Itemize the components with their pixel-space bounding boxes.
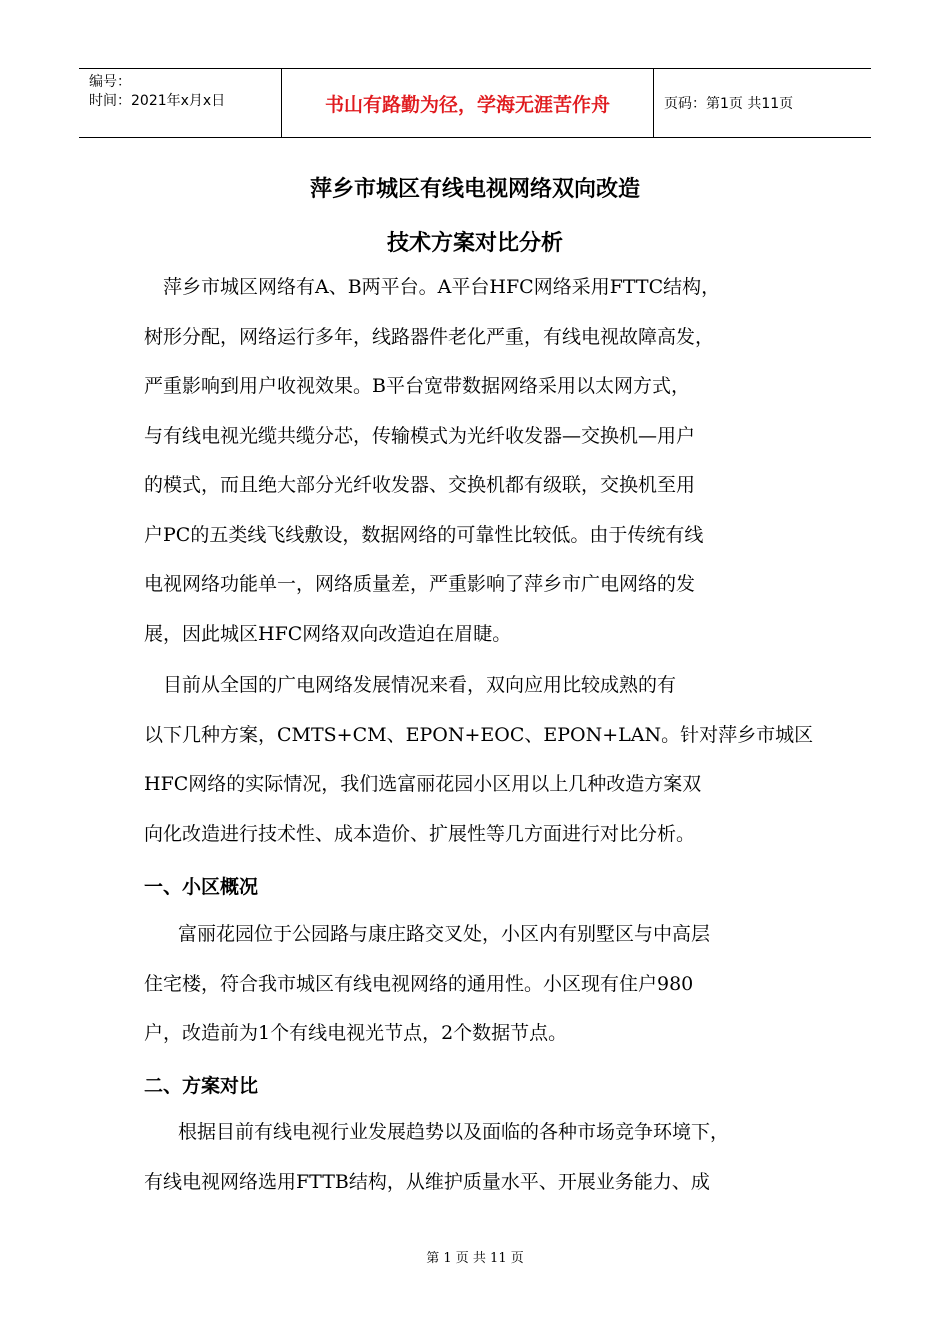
text-line: 住宅楼，符合我市城区有线电视网络的通用性。小区现有住户980: [144, 972, 694, 995]
document-title-line-1: 萍乡市城区有线电视网络双向改造: [309, 177, 640, 202]
header-meta: [79, 69, 281, 137]
text-line: 的模式，而且绝大部分光纤收发器、交换机都有级联，交换机至用: [144, 474, 696, 496]
paragraph-intro: [144, 263, 840, 659]
text-line: 户PC的五类线飞线敷设，数据网络的可靠性比较低。由于传统有线: [144, 523, 704, 546]
text-line: 目前从全国的广电网络发展情况来看，双向应用比较成熟的有: [144, 674, 677, 696]
paragraph-community: [144, 910, 824, 1059]
paragraph-schemes: [144, 661, 824, 859]
text-line: 电视网络功能单一，网络质量差，严重影响了萍乡市广电网络的发: [144, 573, 696, 595]
page-footer: 第 1 页 共 11 页: [426, 1251, 524, 1266]
text-line: 树形分配，网络运行多年，线路器件老化严重，有线电视故障高发，: [144, 325, 715, 348]
section-heading-1: 一、小区概况: [144, 876, 259, 898]
text-line: 户，改造前为1个有线电视光节点，2个数据节点。: [144, 1022, 568, 1044]
text-line: 向化改造进行技术性、成本造价、扩展性等几方面进行对比分析。: [144, 822, 696, 845]
paragraph-comparison: [144, 1108, 824, 1207]
text-line: 与有线电视光缆共缆分芯，传输模式为光纤收发器—交换机—用户: [144, 424, 696, 447]
text-line: 有线电视网络选用FTTB结构，从维护质量水平、开展业务能力、成: [144, 1170, 710, 1193]
document-date: 时间：2021年x月x日: [89, 93, 226, 109]
text-line: 严重影响到用户收视效果。B平台宽带数据网络采用以太网方式，: [144, 375, 690, 397]
text-line: 富丽花园位于公园路与康庄路交叉处，小区内有别墅区与中高层: [178, 923, 711, 945]
header-motto: 书山有路勤为径，学海无涯苦作舟: [281, 69, 654, 137]
document-title-line-2: 技术方案对比分析: [386, 231, 563, 256]
header-page-info: 页码：第1页 共11页: [664, 96, 794, 112]
text-line: HFC网络的实际情况，我们选富丽花园小区用以上几种改造方案双: [144, 773, 702, 795]
document-number-label: 编号：: [89, 74, 131, 90]
text-line: 展，因此城区HFC网络双向改造迫在眉睫。: [144, 622, 512, 645]
text-line: 萍乡市城区网络有A、B两平台。A平台HFC网络采用FTTC结构，: [144, 276, 721, 298]
text-line: 以下几种方案，CMTS+CM、EPON+EOC、EPON+LAN。针对萍乡市城区: [144, 723, 814, 746]
document-header: [79, 68, 871, 138]
text-line: 根据目前有线电视行业发展趋势以及面临的各种市场竞争环境下，: [178, 1121, 730, 1143]
section-heading-2: 二、方案对比: [144, 1075, 259, 1097]
